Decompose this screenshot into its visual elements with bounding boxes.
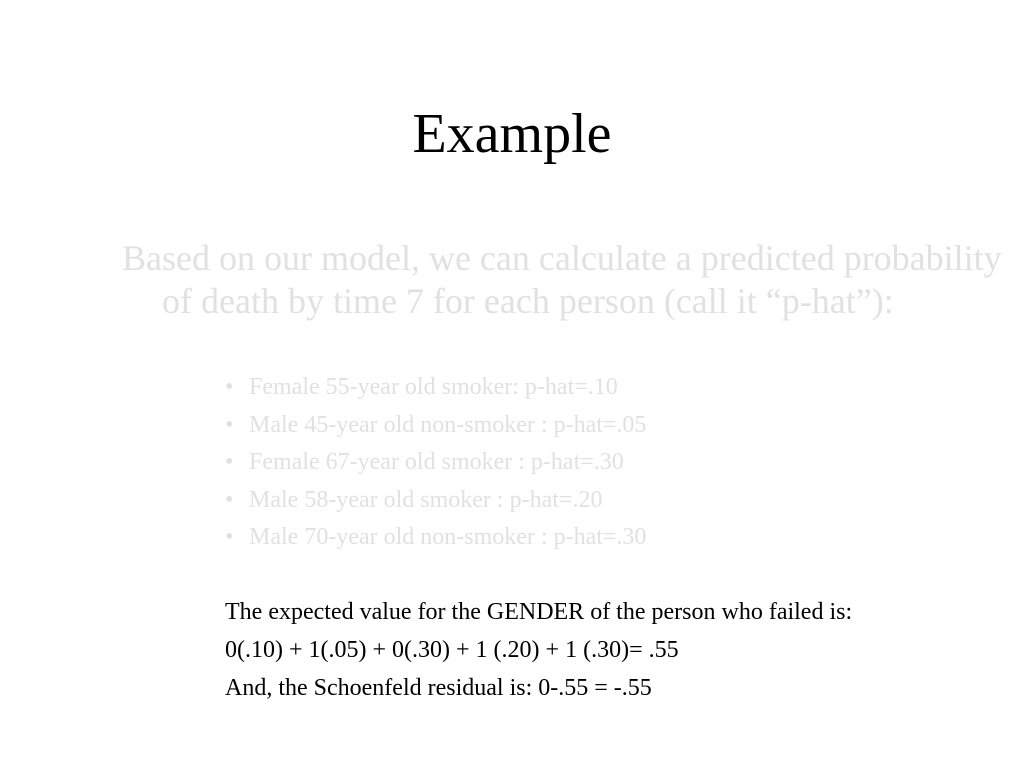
explanation-block bbox=[225, 593, 852, 707]
explanation-line: 0(.10) + 1(.05) + 0(.30) + 1 (.20) + 1 (.30)= .55 bbox=[225, 637, 679, 663]
bullet-dot-icon: • bbox=[225, 449, 234, 475]
bullet-text: Female 55-year old smoker: p-hat=.10 bbox=[249, 374, 618, 400]
bullet-item bbox=[225, 519, 646, 557]
bullet-text: Male 45-year old non-smoker : p-hat=.05 bbox=[249, 411, 647, 438]
slide-title: Example bbox=[412, 103, 612, 165]
explanation-line: The expected value for the GENDER of the person who failed is: bbox=[225, 599, 853, 625]
bullet-item bbox=[225, 444, 646, 482]
bullet-text: Male 70-year old non-smoker : p-hat=.30 bbox=[249, 524, 647, 550]
bullet-list bbox=[225, 369, 646, 557]
bullet-dot-icon: • bbox=[225, 374, 234, 400]
bullet-dot-icon: • bbox=[225, 486, 234, 513]
intro-paragraph: Based on our model, we can calculate a predicted probability of death by time 7 for each person (call it “p-hat”): bbox=[122, 238, 1002, 321]
bullet-item bbox=[225, 407, 646, 445]
bullet-item bbox=[225, 482, 646, 520]
bullet-dot-icon: • bbox=[225, 411, 234, 438]
bullet-text: Female 67-year old smoker : p-hat=.30 bbox=[249, 449, 624, 475]
bullet-item bbox=[225, 369, 646, 407]
bullet-text: Male 58-year old smoker : p-hat=.20 bbox=[249, 486, 603, 513]
bullet-dot-icon: • bbox=[225, 524, 234, 550]
explanation-line: And, the Schoenfeld residual is: 0-.55 = -.55 bbox=[225, 675, 652, 701]
